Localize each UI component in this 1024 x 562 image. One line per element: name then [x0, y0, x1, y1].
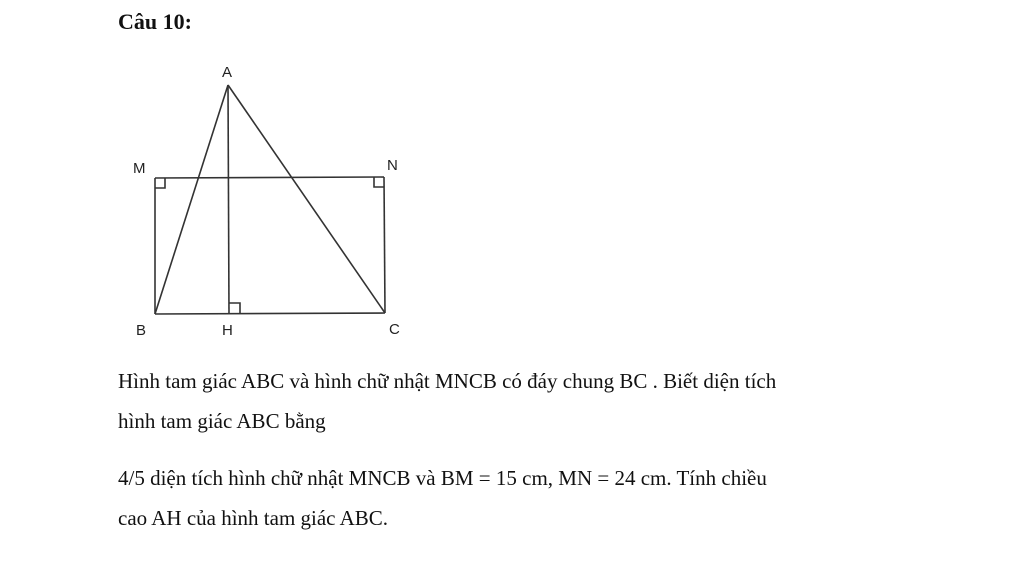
segment-ac: [228, 85, 385, 313]
question-title: Câu 10:: [118, 9, 192, 34]
geometry-figure: [120, 58, 420, 348]
paragraph-2-line-1: 4/5 diện tích hình chữ nhật MNCB và BM = 15 cm, MN = 24 cm. Tính chiều: [118, 466, 767, 490]
paragraph-2-line-2: cao AH của hình tam giác ABC.: [118, 506, 389, 530]
segment-nc: [384, 177, 385, 313]
segment-cb: [155, 313, 385, 314]
segment-ab: [155, 85, 228, 314]
problem-paragraph-1: [118, 361, 918, 441]
label-a: A: [222, 64, 233, 81]
right-angle-mark-h: [229, 303, 240, 314]
geometry-diagram: [120, 58, 420, 348]
label-b: B: [136, 322, 147, 339]
segment-ah: [228, 85, 229, 314]
paragraph-1-line-2: hình tam giác ABC bằng: [118, 409, 326, 433]
label-n: N: [387, 157, 398, 174]
label-h: H: [222, 322, 233, 339]
segment-mn: [155, 177, 384, 178]
paragraph-1-line-1: Hình tam giác ABC và hình chữ nhật MNCB có đáy chung BC . Biết diện tích: [118, 369, 777, 393]
right-angle-mark-m: [155, 178, 165, 188]
right-angle-mark-n: [374, 177, 384, 187]
problem-paragraph-2: [118, 458, 918, 538]
label-c: C: [389, 321, 400, 338]
label-m: M: [133, 160, 146, 177]
